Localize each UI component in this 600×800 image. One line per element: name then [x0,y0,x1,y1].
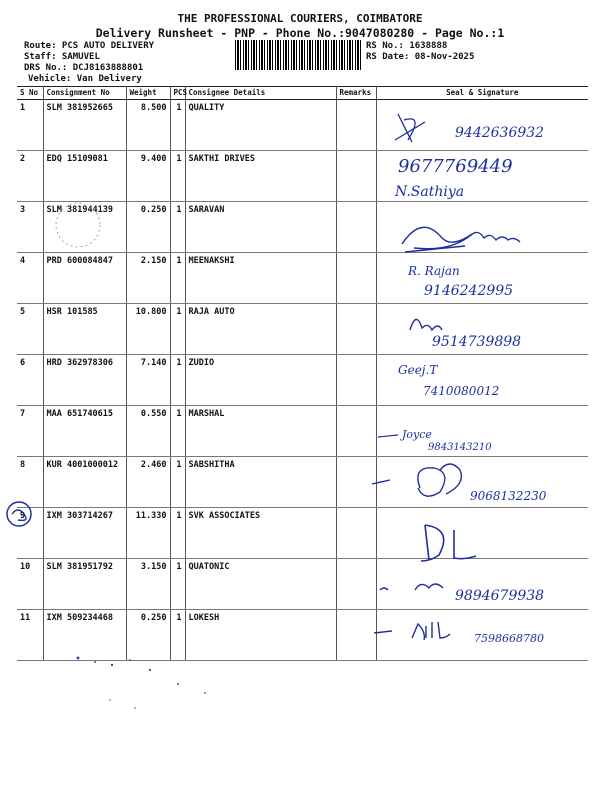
row-sno: 7 [17,406,43,457]
row-signature-cell [376,457,588,508]
row-signature-cell [376,202,588,253]
row-pcs: 1 [170,355,185,406]
table-row [17,151,588,202]
row-consignment: SLM 381952665 [43,100,126,151]
row-signature-cell [376,304,588,355]
row-signature-cell [376,508,588,559]
row-consignee: SABSHITHA [185,457,336,508]
table-row [17,610,588,661]
row-weight: 2.150 [126,253,170,304]
handwritten-phone-11: 7598668780 [474,632,544,645]
row-remarks [336,406,376,457]
row-remarks [336,508,376,559]
row-sno: 9 [17,508,43,559]
row-pcs: 1 [170,304,185,355]
row-consignment: SLM 381944139 [43,202,126,253]
row-weight: 0.250 [126,610,170,661]
row-signature-cell [376,355,588,406]
handwritten-phone-5: 9514739898 [432,334,522,350]
row-signature-cell [376,100,588,151]
rs-date: RS Date: 08-Nov-2025 [366,52,475,62]
vehicle-label: Vehicle: Van Delivery [28,74,142,84]
row-remarks [336,304,376,355]
column-header-pcs: PCS [170,87,185,100]
handwritten-phone-2: 9677769449 [398,156,513,177]
row-pcs: 1 [170,100,185,151]
row-sno: 4 [17,253,43,304]
row-remarks [336,253,376,304]
handwritten-phone-1: 9442636932 [455,125,545,141]
handwritten-phone-6: 7410080012 [423,384,500,398]
table-row [17,559,588,610]
table-header-row [17,87,588,100]
row-consignment: MAA 651740615 [43,406,126,457]
row-consignment: SLM 381951792 [43,559,126,610]
handwritten-name-2: N.Sathiya [395,184,465,200]
row-remarks [336,202,376,253]
row-remarks [336,559,376,610]
runsheet-table [17,86,588,661]
row-consignment: IXM 303714267 [43,508,126,559]
row-consignee: MARSHAL [185,406,336,457]
row-weight: 9.400 [126,151,170,202]
row-weight: 3.150 [126,559,170,610]
drs-number: DRS No.: DCJ8163888801 [24,63,144,73]
row-consignment: HRD 362978306 [43,355,126,406]
column-header-weight: Weight [126,87,170,100]
column-header-consignment: Consignment No [43,87,126,100]
row-signature-cell [376,253,588,304]
row-consignee: LOKESH [185,610,336,661]
page-title: THE PROFESSIONAL COURIERS, COIMBATORE [177,12,423,25]
row-consignee: QUALITY [185,100,336,151]
table-row [17,202,588,253]
route-label: Route: PCS AUTO DELIVERY [24,41,155,51]
row-remarks [336,100,376,151]
table-row [17,355,588,406]
row-consignee: SARAVAN [185,202,336,253]
row-weight: 8.500 [126,100,170,151]
column-header-remarks: Remarks [336,87,376,100]
handwritten-phone-10: 9894679938 [455,588,545,604]
row-weight: 7.140 [126,355,170,406]
row-consignment: PRD 600084847 [43,253,126,304]
handwritten-name-4: R. Rajan [408,264,460,278]
row-weight: 2.460 [126,457,170,508]
row-pcs: 1 [170,202,185,253]
handwritten-name-6: Geej.T [398,363,438,377]
row-consignee: MEENAKSHI [185,253,336,304]
row-pcs: 1 [170,406,185,457]
table-row [17,100,588,151]
column-header-sno: S No [17,87,43,100]
row-consignment: KUR 4001000012 [43,457,126,508]
row-pcs: 1 [170,151,185,202]
ink-speckles [77,657,206,709]
table-row [17,406,588,457]
row-signature-cell [376,559,588,610]
staff-label: Staff: SAMUVEL [24,52,100,62]
row-pcs: 1 [170,457,185,508]
handwritten-phone-7: 9843143210 [428,442,492,453]
row-weight: 10.800 [126,304,170,355]
row-weight: 11.330 [126,508,170,559]
row-consignee: ZUDIO [185,355,336,406]
table-row [17,253,588,304]
column-header-signature: Seal & Signature [376,87,588,100]
row-pcs: 1 [170,610,185,661]
row-remarks [336,610,376,661]
page-subtitle: Delivery Runsheet - PNP - Phone No.:9047080280 - Page No.:1 [95,26,505,40]
row-sno: 10 [17,559,43,610]
row-consignee: RAJA AUTO [185,304,336,355]
row-consignee: SAKTHI DRIVES [185,151,336,202]
row-signature-cell [376,151,588,202]
row-consignment: HSR 101585 [43,304,126,355]
row-weight: 0.250 [126,202,170,253]
rs-number: RS No.: 1638888 [366,41,448,51]
column-header-consignee: Consignee Details [185,87,336,100]
row-consignee: SVK ASSOCIATES [185,508,336,559]
row-sno: 1 [17,100,43,151]
row-sno: 5 [17,304,43,355]
barcode [235,40,361,70]
table-row [17,304,588,355]
row-sno: 2 [17,151,43,202]
table-row [17,457,588,508]
row-remarks [336,151,376,202]
row-pcs: 1 [170,559,185,610]
row-sno: 8 [17,457,43,508]
row-pcs: 1 [170,253,185,304]
row-signature-cell [376,406,588,457]
row-remarks [336,457,376,508]
row-signature-cell [376,610,588,661]
row-consignment: IXM 509234468 [43,610,126,661]
row-consignment: EDQ 15109081 [43,151,126,202]
handwritten-phone-4: 9146242995 [424,283,514,299]
row-consignee: QUATONIC [185,559,336,610]
row-weight: 0.550 [126,406,170,457]
handwritten-name-7: Joyce [402,428,432,441]
row-pcs: 1 [170,508,185,559]
row-sno: 6 [17,355,43,406]
row-sno: 11 [17,610,43,661]
table-row [17,508,588,559]
row-remarks [336,355,376,406]
handwritten-phone-8: 9068132230 [470,489,547,503]
row-sno: 3 [17,202,43,253]
